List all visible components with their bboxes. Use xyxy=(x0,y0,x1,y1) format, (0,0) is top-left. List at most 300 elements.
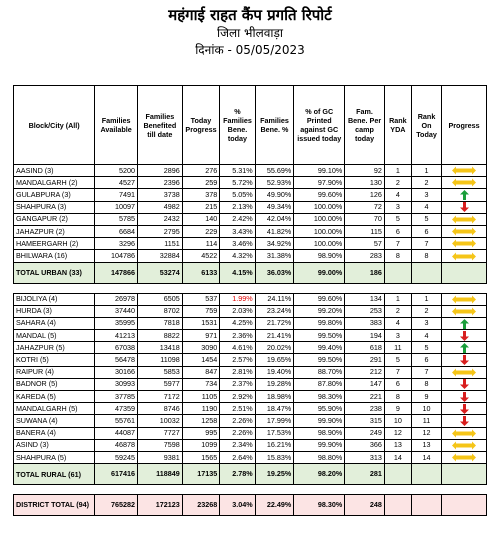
down-arrow-icon xyxy=(460,404,469,414)
value-cell: 8746 xyxy=(137,403,182,415)
spacer-row xyxy=(14,283,487,293)
value-cell: 3 xyxy=(411,189,441,201)
value-cell: 15.83% xyxy=(255,451,294,463)
value-cell: 99.10% xyxy=(294,165,345,177)
value-cell: 3.04% xyxy=(220,495,255,516)
value-cell: 2.51% xyxy=(220,403,255,415)
table-row xyxy=(14,317,487,329)
column-header: Fam. Bene. Per camp today xyxy=(345,86,385,165)
value-cell xyxy=(411,464,441,485)
value-cell: 37785 xyxy=(95,391,138,403)
value-cell: 11 xyxy=(384,342,411,354)
value-cell: 2.13% xyxy=(220,201,255,213)
value-cell: 759 xyxy=(182,305,220,317)
value-cell: 99.50% xyxy=(294,354,345,366)
value-cell: 24.11% xyxy=(255,293,294,305)
left-right-arrow-icon xyxy=(452,295,476,304)
value-cell: 53274 xyxy=(137,262,182,283)
left-right-arrow-icon xyxy=(452,441,476,450)
value-cell: 995 xyxy=(182,427,220,439)
value-cell: 9 xyxy=(411,391,441,403)
value-cell: 99.40% xyxy=(294,342,345,354)
value-cell: 7 xyxy=(384,238,411,250)
value-cell: 8822 xyxy=(137,330,182,342)
table-row xyxy=(14,250,487,262)
value-cell: 7 xyxy=(384,366,411,378)
value-cell: 2.42% xyxy=(220,213,255,225)
up-arrow-icon xyxy=(460,319,469,329)
block-name-cell: SHAHPURA (3) xyxy=(14,201,95,213)
value-cell: 18.98% xyxy=(255,391,294,403)
value-cell: 3.46% xyxy=(220,238,255,250)
block-name-cell: DISTRICT TOTAL (94) xyxy=(14,495,95,516)
value-cell: 6 xyxy=(411,354,441,366)
value-cell: 6 xyxy=(384,225,411,237)
value-cell: 5 xyxy=(411,213,441,225)
value-cell: 41213 xyxy=(95,330,138,342)
total-row xyxy=(14,464,487,485)
value-cell: 2.57% xyxy=(220,354,255,366)
value-cell: 3 xyxy=(411,317,441,329)
value-cell: 7 xyxy=(411,238,441,250)
value-cell: 3.43% xyxy=(220,225,255,237)
value-cell: 2896 xyxy=(137,165,182,177)
progress-cell xyxy=(442,342,487,354)
value-cell: 537 xyxy=(182,293,220,305)
table-row xyxy=(14,213,487,225)
value-cell: 5 xyxy=(384,213,411,225)
value-cell: 16.21% xyxy=(255,439,294,451)
value-cell: 17.99% xyxy=(255,415,294,427)
progress-cell xyxy=(442,427,487,439)
value-cell: 36.03% xyxy=(255,262,294,283)
value-cell: 100.00% xyxy=(294,238,345,250)
value-cell: 4 xyxy=(384,317,411,329)
left-right-arrow-icon xyxy=(452,453,476,462)
value-cell: 2 xyxy=(411,305,441,317)
value-cell: 98.20% xyxy=(294,464,345,485)
value-cell: 5 xyxy=(384,354,411,366)
column-header: % Families Bene. today xyxy=(220,86,255,165)
table-row xyxy=(14,238,487,250)
spacer-row xyxy=(14,485,487,495)
value-cell: 47359 xyxy=(95,403,138,415)
value-cell: 2.34% xyxy=(220,439,255,451)
progress-cell xyxy=(442,354,487,366)
table-row xyxy=(14,354,487,366)
progress-cell xyxy=(442,238,487,250)
progress-cell xyxy=(442,293,487,305)
value-cell: 19.28% xyxy=(255,378,294,390)
column-header: Today Progress xyxy=(182,86,220,165)
value-cell: 2.37% xyxy=(220,378,255,390)
report-date: दिनांक - 05/05/2023 xyxy=(195,43,305,57)
table-row xyxy=(14,342,487,354)
value-cell: 315 xyxy=(345,415,385,427)
value-cell: 10032 xyxy=(137,415,182,427)
header-row xyxy=(14,86,487,165)
table-row xyxy=(14,293,487,305)
value-cell: 97.90% xyxy=(294,177,345,189)
table-row xyxy=(14,451,487,463)
value-cell: 99.20% xyxy=(294,305,345,317)
left-right-arrow-icon xyxy=(452,307,476,316)
value-cell: 378 xyxy=(182,189,220,201)
value-cell: 366 xyxy=(345,439,385,451)
table-row xyxy=(14,177,487,189)
value-cell: 4982 xyxy=(137,201,182,213)
column-header: Families Benefited till date xyxy=(137,86,182,165)
left-right-arrow-icon xyxy=(452,178,476,187)
value-cell: 32884 xyxy=(137,250,182,262)
value-cell: 1 xyxy=(384,293,411,305)
value-cell: 18.47% xyxy=(255,403,294,415)
value-cell: 22.49% xyxy=(255,495,294,516)
value-cell: 13 xyxy=(384,439,411,451)
value-cell: 313 xyxy=(345,451,385,463)
value-cell: 44087 xyxy=(95,427,138,439)
left-right-arrow-icon xyxy=(452,252,476,261)
value-cell: 215 xyxy=(182,201,220,213)
block-name-cell: TOTAL RURAL (61) xyxy=(14,464,95,485)
value-cell: 7818 xyxy=(137,317,182,329)
value-cell: 17135 xyxy=(182,464,220,485)
table-row xyxy=(14,403,487,415)
value-cell: 130 xyxy=(345,177,385,189)
value-cell: 2.81% xyxy=(220,366,255,378)
value-cell: 34.92% xyxy=(255,238,294,250)
block-name-cell: AASIND (3) xyxy=(14,165,95,177)
value-cell: 1 xyxy=(384,165,411,177)
column-header: Rank YDA xyxy=(384,86,411,165)
column-header: Progress xyxy=(442,86,487,165)
value-cell: 2.26% xyxy=(220,427,255,439)
block-name-cell: KAREDA (5) xyxy=(14,391,95,403)
left-right-arrow-icon xyxy=(452,239,476,248)
value-cell: 100.00% xyxy=(294,213,345,225)
block-name-cell: HURDA (3) xyxy=(14,305,95,317)
value-cell xyxy=(384,495,411,516)
value-cell: 30166 xyxy=(95,366,138,378)
down-arrow-icon xyxy=(460,331,469,341)
value-cell: 5.31% xyxy=(220,165,255,177)
value-cell: 99.90% xyxy=(294,415,345,427)
value-cell: 2 xyxy=(384,177,411,189)
progress-cell xyxy=(442,165,487,177)
value-cell: 1531 xyxy=(182,317,220,329)
report-title: महंगाई राहत कैंप प्रगति रिपोर्ट xyxy=(168,6,332,24)
progress-table xyxy=(13,85,487,516)
value-cell: 1 xyxy=(411,293,441,305)
value-cell: 100.00% xyxy=(294,225,345,237)
value-cell: 7598 xyxy=(137,439,182,451)
value-cell: 5785 xyxy=(95,213,138,225)
value-cell: 12 xyxy=(411,427,441,439)
value-cell: 21.41% xyxy=(255,330,294,342)
value-cell: 283 xyxy=(345,250,385,262)
value-cell: 2432 xyxy=(137,213,182,225)
value-cell: 1151 xyxy=(137,238,182,250)
value-cell: 99.80% xyxy=(294,317,345,329)
block-name-cell: MANDAL (5) xyxy=(14,330,95,342)
value-cell: 126 xyxy=(345,189,385,201)
district-total-row xyxy=(14,495,487,516)
value-cell: 11098 xyxy=(137,354,182,366)
progress-cell xyxy=(442,378,487,390)
value-cell: 5.05% xyxy=(220,189,255,201)
block-name-cell: KOTRI (5) xyxy=(14,354,95,366)
value-cell: 221 xyxy=(345,391,385,403)
value-cell: 10097 xyxy=(95,201,138,213)
value-cell: 238 xyxy=(345,403,385,415)
value-cell: 42.04% xyxy=(255,213,294,225)
block-name-cell: JAHAZPUR (5) xyxy=(14,342,95,354)
value-cell: 49.90% xyxy=(255,189,294,201)
progress-cell xyxy=(442,177,487,189)
value-cell: 6684 xyxy=(95,225,138,237)
block-name-cell: BHILWARA (16) xyxy=(14,250,95,262)
table-row xyxy=(14,366,487,378)
value-cell: 115 xyxy=(345,225,385,237)
value-cell: 3296 xyxy=(95,238,138,250)
left-right-arrow-icon xyxy=(452,166,476,175)
value-cell: 3 xyxy=(384,330,411,342)
value-cell: 4 xyxy=(411,201,441,213)
value-cell: 281 xyxy=(345,464,385,485)
value-cell: 5977 xyxy=(137,378,182,390)
value-cell: 72 xyxy=(345,201,385,213)
value-cell: 104786 xyxy=(95,250,138,262)
value-cell: 5.72% xyxy=(220,177,255,189)
value-cell: 194 xyxy=(345,330,385,342)
value-cell: 212 xyxy=(345,366,385,378)
progress-cell xyxy=(442,366,487,378)
value-cell: 7727 xyxy=(137,427,182,439)
up-arrow-icon xyxy=(460,343,469,353)
value-cell: 70 xyxy=(345,213,385,225)
progress-cell xyxy=(442,213,487,225)
value-cell: 9381 xyxy=(137,451,182,463)
table-row xyxy=(14,439,487,451)
value-cell: 8 xyxy=(384,391,411,403)
table-row xyxy=(14,415,487,427)
progress-cell xyxy=(442,305,487,317)
total-row xyxy=(14,262,487,283)
value-cell: 617416 xyxy=(95,464,138,485)
value-cell: 19.40% xyxy=(255,366,294,378)
value-cell: 56478 xyxy=(95,354,138,366)
value-cell: 8 xyxy=(384,250,411,262)
column-header: % of GC Printed against GC issued today xyxy=(294,86,345,165)
table-row xyxy=(14,427,487,439)
value-cell: 4 xyxy=(384,189,411,201)
column-header: Rank On Today xyxy=(411,86,441,165)
table-row xyxy=(14,305,487,317)
report-header xyxy=(0,0,500,59)
value-cell: 229 xyxy=(182,225,220,237)
value-cell: 8 xyxy=(411,250,441,262)
value-cell: 765282 xyxy=(95,495,138,516)
left-right-arrow-icon xyxy=(452,429,476,438)
value-cell: 9 xyxy=(384,403,411,415)
value-cell: 92 xyxy=(345,165,385,177)
value-cell: 21.72% xyxy=(255,317,294,329)
value-cell: 249 xyxy=(345,427,385,439)
value-cell: 2795 xyxy=(137,225,182,237)
value-cell: 11 xyxy=(411,415,441,427)
value-cell: 1 xyxy=(411,165,441,177)
value-cell: 10 xyxy=(384,415,411,427)
value-cell: 88.70% xyxy=(294,366,345,378)
progress-cell xyxy=(442,415,487,427)
block-name-cell: SUWANA (4) xyxy=(14,415,95,427)
value-cell: 99.90% xyxy=(294,439,345,451)
value-cell: 5200 xyxy=(95,165,138,177)
table-row xyxy=(14,165,487,177)
district-name: जिला भीलवाड़ा xyxy=(216,26,284,40)
value-cell: 13418 xyxy=(137,342,182,354)
value-cell: 1105 xyxy=(182,391,220,403)
progress-cell xyxy=(442,262,487,283)
down-arrow-icon xyxy=(460,379,469,389)
value-cell: 14 xyxy=(411,451,441,463)
value-cell: 8702 xyxy=(137,305,182,317)
value-cell: 20.02% xyxy=(255,342,294,354)
value-cell: 100.00% xyxy=(294,201,345,213)
progress-cell xyxy=(442,464,487,485)
block-name-cell: ASIND (3) xyxy=(14,439,95,451)
value-cell: 4.15% xyxy=(220,262,255,283)
value-cell: 1454 xyxy=(182,354,220,366)
value-cell: 7 xyxy=(411,366,441,378)
block-name-cell: GULABPURA (3) xyxy=(14,189,95,201)
value-cell: 6 xyxy=(411,225,441,237)
value-cell: 4 xyxy=(411,330,441,342)
block-name-cell: TOTAL URBAN (33) xyxy=(14,262,95,283)
value-cell: 5 xyxy=(411,342,441,354)
value-cell: 31.38% xyxy=(255,250,294,262)
value-cell: 8 xyxy=(411,378,441,390)
left-right-arrow-icon xyxy=(452,215,476,224)
progress-cell xyxy=(442,330,487,342)
value-cell: 99.60% xyxy=(294,189,345,201)
value-cell: 2 xyxy=(384,305,411,317)
value-cell: 26978 xyxy=(95,293,138,305)
value-cell: 55761 xyxy=(95,415,138,427)
value-cell: 2.26% xyxy=(220,415,255,427)
value-cell: 186 xyxy=(345,262,385,283)
value-cell: 7172 xyxy=(137,391,182,403)
value-cell: 253 xyxy=(345,305,385,317)
value-cell: 618 xyxy=(345,342,385,354)
column-header: Families Bene. % xyxy=(255,86,294,165)
up-arrow-icon xyxy=(460,190,469,200)
value-cell: 17.53% xyxy=(255,427,294,439)
value-cell: 2 xyxy=(411,177,441,189)
value-cell: 2396 xyxy=(137,177,182,189)
value-cell: 99.50% xyxy=(294,330,345,342)
value-cell: 114 xyxy=(182,238,220,250)
table-row xyxy=(14,189,487,201)
value-cell: 276 xyxy=(182,165,220,177)
value-cell: 59245 xyxy=(95,451,138,463)
table-row xyxy=(14,378,487,390)
down-arrow-icon xyxy=(460,416,469,426)
block-name-cell: JAHAZPUR (2) xyxy=(14,225,95,237)
value-cell: 2.03% xyxy=(220,305,255,317)
value-cell: 98.30% xyxy=(294,495,345,516)
block-name-cell: RAIPUR (4) xyxy=(14,366,95,378)
table-row xyxy=(14,330,487,342)
value-cell: 2.64% xyxy=(220,451,255,463)
left-right-arrow-icon xyxy=(452,368,476,377)
progress-cell xyxy=(442,225,487,237)
down-arrow-icon xyxy=(460,355,469,365)
block-name-cell: SAHARA (4) xyxy=(14,317,95,329)
down-arrow-icon xyxy=(460,202,469,212)
value-cell: 1565 xyxy=(182,451,220,463)
table-row xyxy=(14,201,487,213)
value-cell: 52.93% xyxy=(255,177,294,189)
column-header: Families Available xyxy=(95,86,138,165)
value-cell: 98.80% xyxy=(294,451,345,463)
value-cell: 3 xyxy=(384,201,411,213)
value-cell: 4527 xyxy=(95,177,138,189)
value-cell: 46878 xyxy=(95,439,138,451)
value-cell: 30993 xyxy=(95,378,138,390)
value-cell: 6 xyxy=(384,378,411,390)
value-cell: 67038 xyxy=(95,342,138,354)
value-cell: 37440 xyxy=(95,305,138,317)
value-cell: 57 xyxy=(345,238,385,250)
value-cell xyxy=(384,262,411,283)
value-cell: 5853 xyxy=(137,366,182,378)
value-cell: 259 xyxy=(182,177,220,189)
value-cell: 1.99% xyxy=(220,293,255,305)
table-row xyxy=(14,225,487,237)
value-cell: 134 xyxy=(345,293,385,305)
value-cell: 41.82% xyxy=(255,225,294,237)
value-cell: 12 xyxy=(384,427,411,439)
down-arrow-icon xyxy=(460,392,469,402)
value-cell: 847 xyxy=(182,366,220,378)
value-cell: 2.92% xyxy=(220,391,255,403)
progress-cell xyxy=(442,439,487,451)
block-name-cell: MANDALGARH (5) xyxy=(14,403,95,415)
value-cell: 19.65% xyxy=(255,354,294,366)
progress-cell xyxy=(442,317,487,329)
value-cell xyxy=(384,464,411,485)
value-cell: 248 xyxy=(345,495,385,516)
value-cell xyxy=(411,495,441,516)
block-name-cell: HAMEERGARH (2) xyxy=(14,238,95,250)
block-name-cell: SHAHPURA (5) xyxy=(14,451,95,463)
value-cell: 10 xyxy=(411,403,441,415)
value-cell: 291 xyxy=(345,354,385,366)
value-cell: 118849 xyxy=(137,464,182,485)
value-cell: 147 xyxy=(345,378,385,390)
block-name-cell: BADNOR (5) xyxy=(14,378,95,390)
value-cell: 2.36% xyxy=(220,330,255,342)
value-cell: 1258 xyxy=(182,415,220,427)
value-cell: 6133 xyxy=(182,262,220,283)
progress-cell xyxy=(442,189,487,201)
value-cell: 4522 xyxy=(182,250,220,262)
value-cell: 98.30% xyxy=(294,391,345,403)
value-cell: 87.80% xyxy=(294,378,345,390)
value-cell: 3738 xyxy=(137,189,182,201)
block-name-cell: MANDALGARH (2) xyxy=(14,177,95,189)
